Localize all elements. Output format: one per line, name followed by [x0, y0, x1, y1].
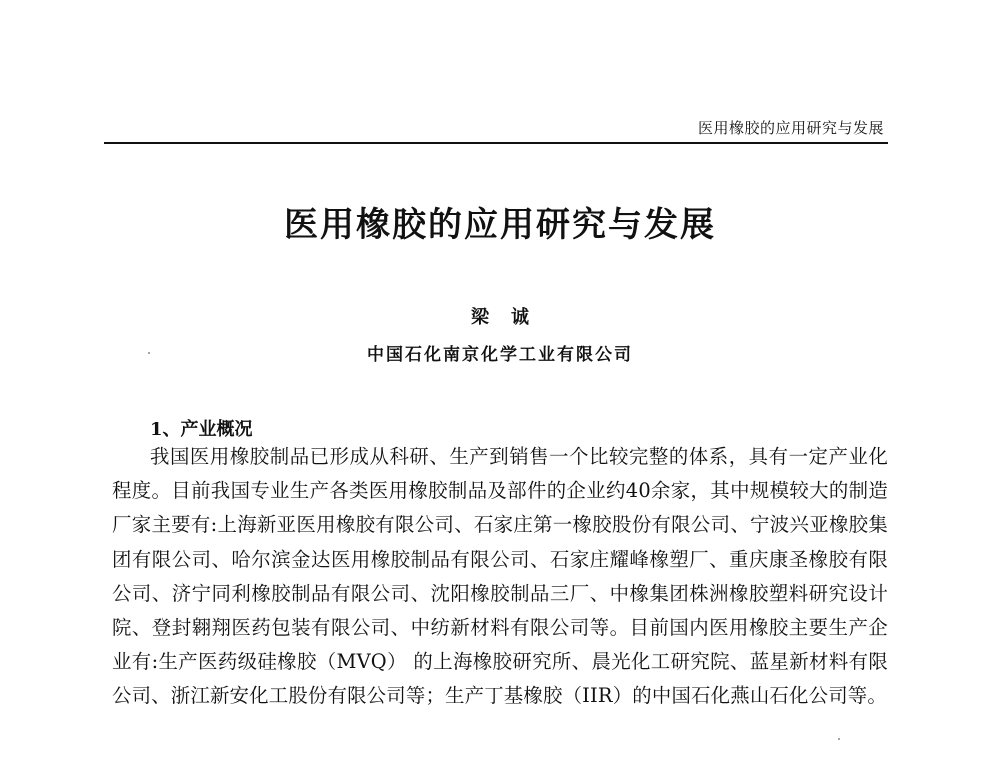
article-title: 医用橡胶的应用研究与发展 [284, 205, 716, 245]
author-name: 梁诚 [471, 307, 551, 328]
author-affiliation: 中国石化南京化学工业有限公司 [367, 345, 633, 365]
scan-speck [148, 352, 150, 354]
header-rule [104, 142, 888, 144]
body-paragraph: 我国医用橡胶制品已形成从科研、生产到销售一个比较完整的体系，具有一定产业化程度。目前我国专业生产各类医用橡胶制品及部件的企业约40余家，其中规模较大的制造厂家主要有:上海新亚医用橡胶有限公司、石家庄第一橡胶股份有限公司、宁波兴亚橡胶集团有限公司、哈尔滨金达医用橡胶制品有限公司、石家庄耀峰橡塑厂、重庆康圣橡胶有限公司、济宁同利橡胶制品有限公司、沈阳橡胶制品三厂、中橡集团株洲橡胶塑料研究设计院、登封翱翔医药包装有限公司、中纺新材料有限公司等。目前国内医用橡胶主要生产企业有:生产医药级硅橡胶（MVQ） 的上海橡胶研究所、晨光化工研究院、蓝星新材料有限公司、浙江新安化工股份有限公司等；生产丁基橡胶（IIR）的中国石化燕山石化公司等。 [112, 445, 888, 708]
section-heading: 1、产业概况 [150, 419, 253, 440]
scan-speck [838, 738, 840, 740]
running-header: 医用橡胶的应用研究与发展 [697, 119, 884, 137]
